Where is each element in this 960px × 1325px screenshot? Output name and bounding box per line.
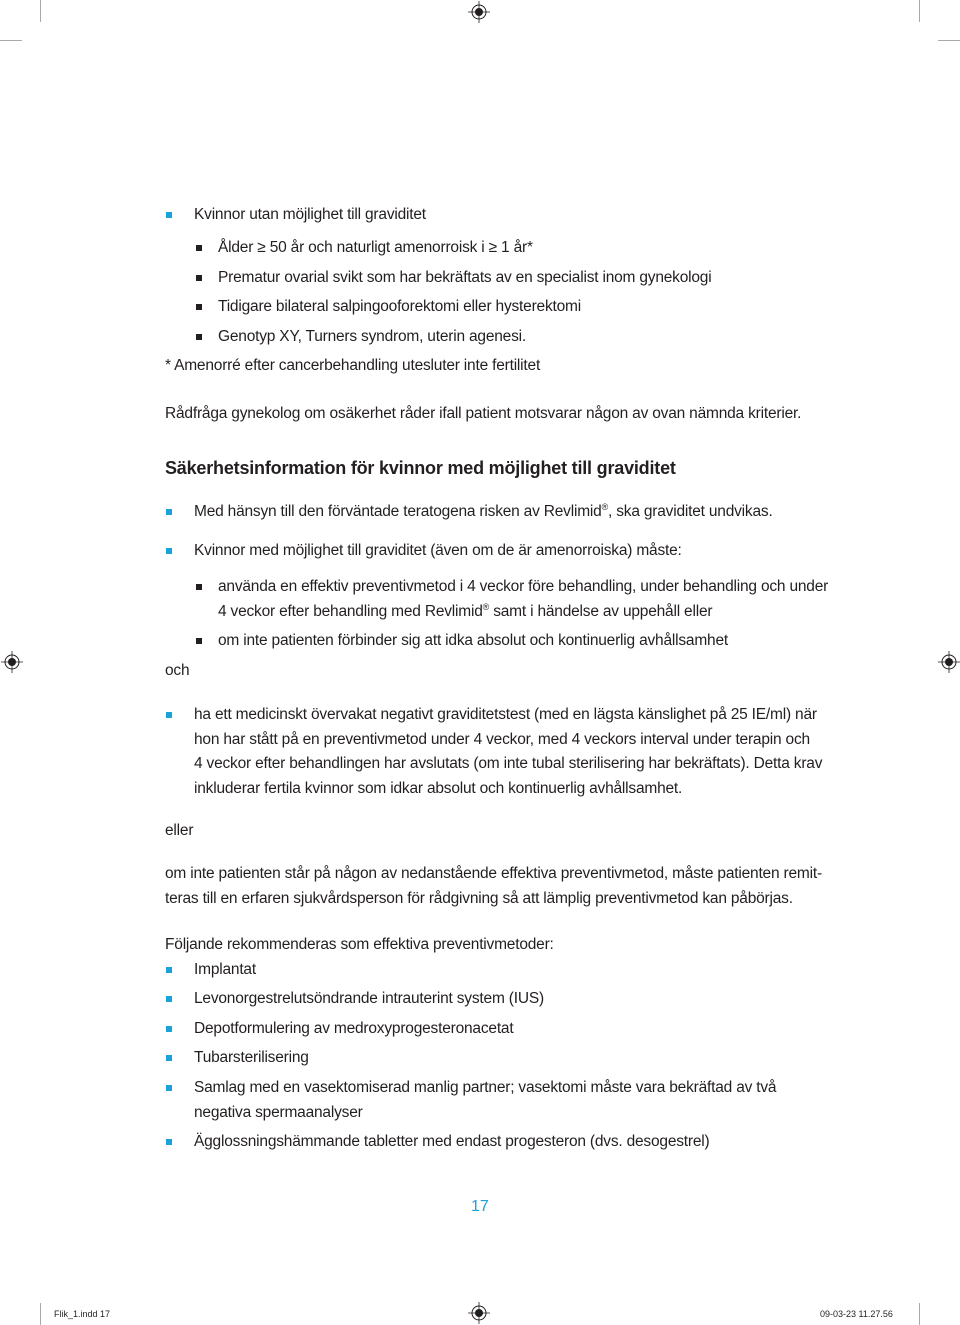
- paragraph-line: teras till en erfaren sjukvårdsperson för rådgivning så att lämplig preventivmetod kan påbörjas.: [165, 890, 793, 907]
- bullet-icon: [196, 638, 202, 644]
- sub-list-item-continued: [218, 603, 712, 621]
- list-item-pregnancy-test: hon har stått på en preventivmetod under 4 veckor, med 4 veckors interval under terapin och: [194, 731, 810, 748]
- bullet-icon: [166, 967, 172, 973]
- slug-filename: Flik_1.indd 17: [54, 1309, 111, 1319]
- connector-and: och: [165, 662, 190, 679]
- bullet-icon: [196, 584, 202, 590]
- bullet-icon: [196, 275, 202, 281]
- crop-mark: [919, 0, 920, 22]
- bullet-icon: [166, 212, 172, 218]
- sub-list-item: Genotyp XY, Turners syndrom, uterin agenesi.: [218, 328, 526, 345]
- bullet-icon: [166, 509, 172, 515]
- bullet-icon: [166, 1055, 172, 1061]
- registration-mark-icon: [938, 651, 960, 673]
- bullet-icon: [196, 334, 202, 340]
- connector-or: eller: [165, 822, 194, 839]
- crop-mark: [919, 1303, 920, 1325]
- bullet-icon: [196, 245, 202, 251]
- crop-mark: [40, 0, 41, 22]
- method-item: Tubarsterilisering: [194, 1049, 309, 1066]
- crop-mark: [938, 40, 960, 41]
- paragraph-line: om inte patienten står på någon av nedanstående effektiva preventivmetod, måste patienten remit-: [165, 865, 822, 882]
- bullet-icon: [166, 548, 172, 554]
- bullet-icon: [166, 1085, 172, 1091]
- registration-mark-icon: [468, 1, 490, 23]
- registration-mark-icon: [1, 651, 23, 673]
- slug-datetime: 09-03-23 11.27.56: [820, 1309, 893, 1319]
- method-item-continued: negativa spermaanalyser: [194, 1104, 363, 1121]
- method-item: Ägglossningshämmande tabletter med endast progesteron (dvs. desogestrel): [194, 1133, 710, 1150]
- registered-mark: ®: [601, 502, 609, 512]
- registration-mark-icon: [468, 1302, 490, 1324]
- method-item: Samlag med en vasektomiserad manlig partner; vasektomi måste vara bekräftad av två: [194, 1079, 777, 1096]
- item-text: , ska graviditet undvikas.: [608, 503, 773, 520]
- list-item-pregnancy-test: ha ett medicinskt övervakat negativt graviditetstest (med en lägsta känslighet på 25 IE/ml) när: [194, 706, 817, 723]
- item-text: samt i händelse av uppehåll eller: [489, 603, 713, 620]
- list-item-no-pregnancy: Kvinnor utan möjlighet till graviditet: [194, 206, 426, 223]
- registered-mark: ®: [482, 602, 490, 612]
- methods-intro: Följande rekommenderas som effektiva preventivmetoder:: [165, 936, 554, 953]
- item-text: Med hänsyn till den förväntade teratogena risken av Revlimid: [194, 503, 602, 520]
- sub-list-item: om inte patienten förbinder sig att idka absolut och kontinuerlig avhållsamhet: [218, 632, 728, 649]
- sub-list-item: använda en effektiv preventivmetod i 4 veckor före behandling, under behandling och under: [218, 578, 829, 595]
- method-item: Levonorgestrelutsöndrande intrauterint system (IUS): [194, 990, 544, 1007]
- item-text: 4 veckor efter behandling med Revlimid: [218, 603, 483, 620]
- bullet-icon: [166, 1026, 172, 1032]
- sub-list-item: Tidigare bilateral salpingooforektomi eller hysterektomi: [218, 298, 581, 315]
- method-item: Depotformulering av medroxyprogesteronacetat: [194, 1020, 514, 1037]
- list-item-fertile-women: Kvinnor med möjlighet till graviditet (även om de är amenorroiska) måste:: [194, 542, 682, 559]
- footnote: * Amenorré efter cancerbehandling utesluter inte fertilitet: [165, 357, 541, 374]
- bullet-icon: [166, 712, 172, 718]
- bullet-icon: [196, 304, 202, 310]
- sub-list-item: Ålder ≥ 50 år och naturligt amenorroisk i ≥ 1 år*: [218, 239, 533, 256]
- crop-mark: [0, 40, 22, 41]
- sub-list-item: Prematur ovarial svikt som har bekräftats av en specialist inom gynekologi: [218, 269, 712, 286]
- list-item-pregnancy-test: 4 veckor efter behandlingen har avslutats (om inte tubal sterilisering har bekräftats). Detta krav: [194, 755, 823, 772]
- bullet-icon: [166, 1139, 172, 1145]
- crop-mark: [40, 1303, 41, 1325]
- page-number: 17: [471, 1198, 489, 1215]
- method-item: Implantat: [194, 961, 256, 978]
- section-heading: Säkerhetsinformation för kvinnor med möjlighet till graviditet: [165, 458, 676, 478]
- list-item-pregnancy-test: inkluderar fertila kvinnor som idkar absolut och kontinuerlig avhållsamhet.: [194, 780, 683, 797]
- list-item-teratogenic-risk: [194, 503, 773, 521]
- advice-text: Rådfråga gynekolog om osäkerhet råder ifall patient motsvarar någon av ovan nämnda kriterier.: [165, 405, 802, 422]
- bullet-icon: [166, 996, 172, 1002]
